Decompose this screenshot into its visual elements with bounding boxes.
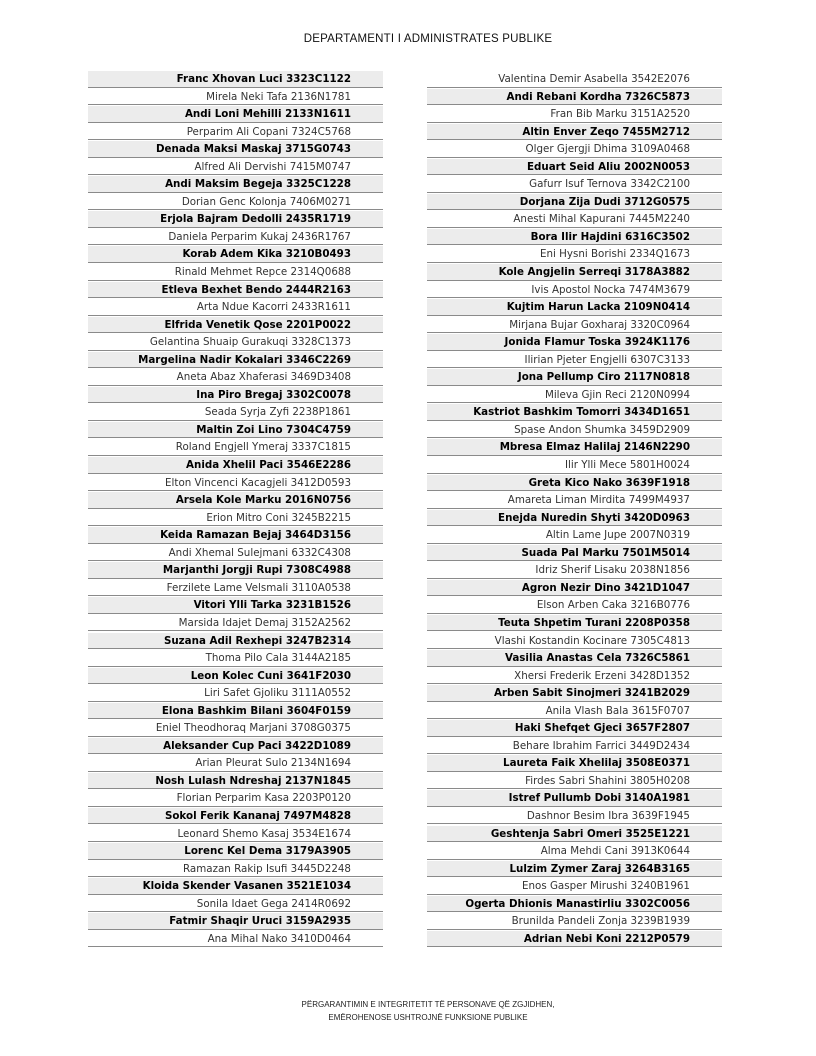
right-name-list (427, 71, 722, 948)
list-item: Andi Loni Mehilli 2133N1611 (88, 106, 383, 123)
list-item: Erion Mitro Coni 3245B2215 (88, 510, 383, 527)
list-item: Franc Xhovan Luci 3323C1122 (88, 71, 383, 88)
list-item: Ivis Apostol Nocka 7474M3679 (427, 282, 722, 299)
list-item: Firdes Sabri Shahini 3805H0208 (427, 773, 722, 790)
list-item: Alfred Ali Dervishi 7415M0747 (88, 159, 383, 176)
list-item: Kujtim Harun Lacka 2109N0414 (427, 299, 722, 316)
list-item: Arben Sabit Sinojmeri 3241B2029 (427, 685, 722, 702)
left-name-list (88, 71, 383, 948)
list-item: Teuta Shpetim Turani 2208P0358 (427, 615, 722, 632)
list-item: Mileva Gjin Reci 2120N0994 (427, 387, 722, 404)
list-item: Sonila Idaet Gega 2414R0692 (88, 896, 383, 913)
list-item: Fatmir Shaqir Uruci 3159A2935 (88, 913, 383, 930)
list-item: Brunilda Pandeli Zonja 3239B1939 (427, 913, 722, 930)
list-item: Florian Perparim Kasa 2203P0120 (88, 790, 383, 807)
list-item: Marjanthi Jorgji Rupi 7308C4988 (88, 562, 383, 579)
list-item: Eduart Seid Aliu 2002N0053 (427, 159, 722, 176)
list-item: Etleva Bexhet Bendo 2444R2163 (88, 282, 383, 299)
list-item: Denada Maksi Maskaj 3715G0743 (88, 141, 383, 158)
list-item: Suzana Adil Rexhepi 3247B2314 (88, 633, 383, 650)
list-item: Dorjana Zija Dudi 3712G0575 (427, 194, 722, 211)
page-title: DEPARTAMENTI I ADMINISTRATES PUBLIKE (303, 33, 553, 45)
list-item: Dorian Genc Kolonja 7406M0271 (88, 194, 383, 211)
list-item: Alma Mehdi Cani 3913K0644 (427, 843, 722, 860)
list-item: Daniela Perparim Kukaj 2436R1767 (88, 229, 383, 246)
list-item: Eni Hysni Borishi 2334Q1673 (427, 246, 722, 263)
list-item: Amareta Liman Mirdita 7499M4937 (427, 492, 722, 509)
list-item: Altin Lame Jupe 2007N0319 (427, 527, 722, 544)
list-item: Altin Enver Zeqo 7455M2712 (427, 124, 722, 141)
list-item: Olger Gjergji Dhima 3109A0468 (427, 141, 722, 158)
list-item: Enejda Nuredin Shyti 3420D0963 (427, 510, 722, 527)
list-item: Ilirian Pjeter Engjelli 6307C3133 (427, 352, 722, 369)
list-item: Kloida Skender Vasanen 3521E1034 (88, 878, 383, 895)
list-item: Geshtenja Sabri Omeri 3525E1221 (427, 826, 722, 843)
list-item: Aleksander Cup Paci 3422D1089 (88, 738, 383, 755)
list-item: Valentina Demir Asabella 3542E2076 (427, 71, 722, 88)
list-item: Anesti Mihal Kapurani 7445M2240 (427, 211, 722, 228)
list-item: Ramazan Rakip Isufi 3445D2248 (88, 861, 383, 878)
list-item: Ina Piro Bregaj 3302C0078 (88, 387, 383, 404)
list-item: Keida Ramazan Bejaj 3464D3156 (88, 527, 383, 544)
list-item: Seada Syrja Zyfi 2238P1861 (88, 404, 383, 421)
list-item: Vlashi Kostandin Kocinare 7305C4813 (427, 633, 722, 650)
list-item: Leonard Shemo Kasaj 3534E1674 (88, 826, 383, 843)
footer-line-2: EMËROHENOSE USHTROJNË FUNKSIONE PUBLIKE (328, 1013, 528, 1022)
list-item: Eniel Theodhoraq Marjani 3708G0375 (88, 720, 383, 737)
list-item: Ilir Ylli Mece 5801H0024 (427, 457, 722, 474)
list-item: Elona Bashkim Bilani 3604F0159 (88, 703, 383, 720)
list-item: Jona Pellump Ciro 2117N0818 (427, 369, 722, 386)
list-item: Liri Safet Gjoliku 3111A0552 (88, 685, 383, 702)
list-item: Lorenc Kel Dema 3179A3905 (88, 843, 383, 860)
list-item: Ana Mihal Nako 3410D0464 (88, 931, 383, 948)
list-item: Istref Pullumb Dobi 3140A1981 (427, 790, 722, 807)
list-item: Mbresa Elmaz Halilaj 2146N2290 (427, 439, 722, 456)
list-item: Margelina Nadir Kokalari 3346C2269 (88, 352, 383, 369)
list-item: Sokol Ferik Kananaj 7497M4828 (88, 808, 383, 825)
list-item: Gelantina Shuaip Gurakuqi 3328C1373 (88, 334, 383, 351)
list-item: Elton Vincenci Kacagjeli 3412D0593 (88, 475, 383, 492)
list-item: Spase Andon Shumka 3459D2909 (427, 422, 722, 439)
list-item: Elson Arben Caka 3216B0776 (427, 597, 722, 614)
list-item: Xhersi Frederik Erzeni 3428D1352 (427, 668, 722, 685)
list-item: Arian Pleurat Sulo 2134N1694 (88, 755, 383, 772)
list-item: Marsida Idajet Demaj 3152A2562 (88, 615, 383, 632)
list-item: Suada Pal Marku 7501M5014 (427, 545, 722, 562)
list-item: Adrian Nebi Koni 2212P0579 (427, 931, 722, 948)
list-item: Perparim Ali Copani 7324C5768 (88, 124, 383, 141)
list-item: Ogerta Dhionis Manastirliu 3302C0056 (427, 896, 722, 913)
list-item: Behare Ibrahim Farrici 3449D2434 (427, 738, 722, 755)
list-item: Andi Xhemal Sulejmani 6332C4308 (88, 545, 383, 562)
list-item: Erjola Bajram Dedolli 2435R1719 (88, 211, 383, 228)
list-item: Roland Engjell Ymeraj 3337C1815 (88, 439, 383, 456)
list-item: Jonida Flamur Toska 3924K1176 (427, 334, 722, 351)
list-item: Arta Ndue Kacorri 2433R1611 (88, 299, 383, 316)
list-item: Anida Xhelil Paci 3546E2286 (88, 457, 383, 474)
list-item: Andi Rebani Kordha 7326C5873 (427, 89, 722, 106)
list-item: Vitori Ylli Tarka 3231B1526 (88, 597, 383, 614)
list-item: Thoma Pilo Cala 3144A2185 (88, 650, 383, 667)
footer (0, 998, 816, 1024)
list-item: Greta Kico Nako 3639F1918 (427, 475, 722, 492)
list-item: Elfrida Venetik Qose 2201P0022 (88, 317, 383, 334)
list-item: Maltin Zoi Lino 7304C4759 (88, 422, 383, 439)
list-item: Enos Gasper Mirushi 3240B1961 (427, 878, 722, 895)
list-item: Laureta Faik Xhelilaj 3508E0371 (427, 755, 722, 772)
footer-line-1: PËRGARANTIMIN E INTEGRITETIT TË PERSONAVE QË ZGJIDHEN, (301, 1000, 555, 1009)
list-item: Aneta Abaz Xhaferasi 3469D3408 (88, 369, 383, 386)
list-item: Nosh Lulash Ndreshaj 2137N1845 (88, 773, 383, 790)
list-item: Lulzim Zymer Zaraj 3264B3165 (427, 861, 722, 878)
list-item: Vasilia Anastas Cela 7326C5861 (427, 650, 722, 667)
list-item: Kastriot Bashkim Tomorri 3434D1651 (427, 404, 722, 421)
list-item: Mirjana Bujar Goxharaj 3320C0964 (427, 317, 722, 334)
list-item: Agron Nezir Dino 3421D1047 (427, 580, 722, 597)
list-item: Andi Maksim Begeja 3325C1228 (88, 176, 383, 193)
list-item: Idriz Sherif Lisaku 2038N1856 (427, 562, 722, 579)
list-item: Haki Shefqet Gjeci 3657F2807 (427, 720, 722, 737)
list-item: Anila Vlash Bala 3615F0707 (427, 703, 722, 720)
list-item: Kole Angjelin Serreqi 3178A3882 (427, 264, 722, 281)
list-item: Fran Bib Marku 3151A2520 (427, 106, 722, 123)
list-item: Bora Ilir Hajdini 6316C3502 (427, 229, 722, 246)
list-item: Leon Kolec Cuni 3641F2030 (88, 668, 383, 685)
list-item: Rinald Mehmet Repce 2314Q0688 (88, 264, 383, 281)
list-item: Gafurr Isuf Ternova 3342C2100 (427, 176, 722, 193)
list-item: Mirela Neki Tafa 2136N1781 (88, 89, 383, 106)
list-item: Ferzilete Lame Velsmali 3110A0538 (88, 580, 383, 597)
list-item: Korab Adem Kika 3210B0493 (88, 246, 383, 263)
list-item: Dashnor Besim Ibra 3639F1945 (427, 808, 722, 825)
list-item: Arsela Kole Marku 2016N0756 (88, 492, 383, 509)
